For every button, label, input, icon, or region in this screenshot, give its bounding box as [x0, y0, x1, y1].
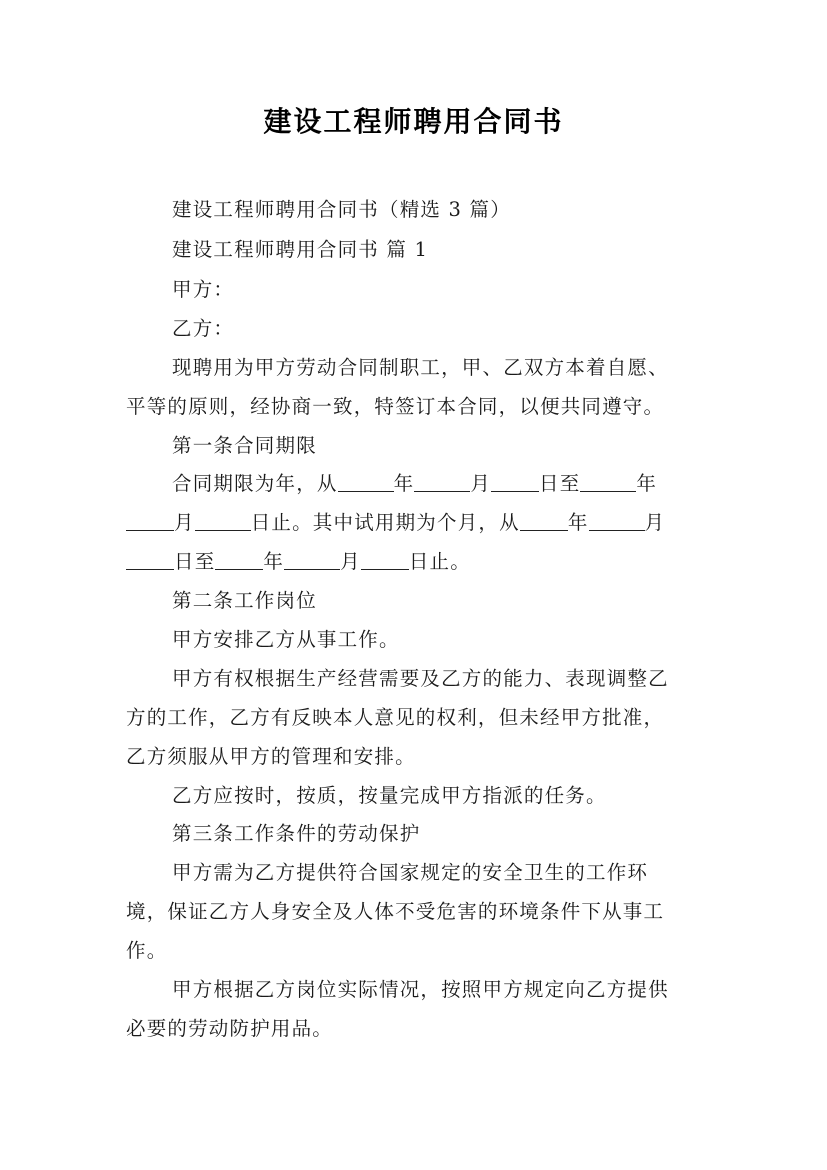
fill-in-blank: [589, 513, 645, 531]
text-run: 年: [263, 550, 285, 573]
text-run: 日至: [174, 550, 216, 573]
paragraph-line: 乙方应按时，按质，按量完成甲方指派的任务。: [172, 784, 607, 807]
article-heading: 第二条工作岗位: [172, 589, 317, 612]
paragraph-line: 平等的原则，经协商一致，特签订本合同，以便共同遵守。: [126, 395, 665, 418]
text-run: 年: [393, 472, 415, 495]
paragraph-line: 必要的劳动防护用品。: [126, 1017, 334, 1040]
paragraph-line: [126, 511, 665, 535]
section-heading: 建设工程师聘用合同书 篇 1: [172, 238, 429, 261]
party-a-label: 甲方：: [172, 278, 235, 301]
paragraph-line: [126, 550, 471, 574]
paragraph-line: 甲方需为乙方提供符合国家规定的安全卫生的工作环: [172, 861, 649, 884]
fill-in-blank: [414, 474, 470, 492]
fill-in-blank: [215, 552, 263, 570]
paragraph-line: 作。: [126, 939, 168, 962]
text-run: 日止。: [408, 550, 471, 573]
paragraph-line: 现聘用为甲方劳动合同制职工，甲、乙双方本着自愿、: [172, 356, 669, 379]
paragraph-line: 甲方有权根据生产经营需要及乙方的能力、表现调整乙: [172, 667, 669, 690]
text-run: 日至: [539, 472, 581, 495]
party-b-label: 乙方：: [172, 317, 235, 340]
article-heading: 第一条合同期限: [172, 434, 317, 457]
paragraph-line: 方的工作，乙方有反映本人意见的权利，但未经甲方批准，: [126, 706, 665, 729]
paragraph-line: 甲方根据乙方岗位实际情况，按照甲方规定向乙方提供: [172, 978, 669, 1001]
paragraph-line: [172, 472, 657, 496]
text-run: 日止。其中试用期为个月，从: [250, 511, 520, 534]
fill-in-blank: [491, 474, 539, 492]
text-run: 年: [636, 472, 658, 495]
article-heading: 第三条工作条件的劳动保护: [172, 822, 421, 845]
text-run: 年: [567, 511, 589, 534]
text-run: 月: [340, 550, 361, 573]
fill-in-blank: [361, 552, 409, 570]
fill-in-blank: [284, 552, 340, 570]
fill-in-blank: [338, 474, 394, 492]
fill-in-blank: [195, 513, 251, 531]
paragraph-line: 乙方须服从甲方的管理和安排。: [126, 745, 416, 768]
fill-in-blank: [580, 474, 636, 492]
fill-in-blank: [520, 513, 568, 531]
text-run: 月: [644, 511, 666, 534]
subtitle-line: 建设工程师聘用合同书（精选 3 篇）: [172, 198, 511, 221]
text-run: 月: [174, 511, 195, 534]
document-title: 建设工程师聘用合同书: [263, 105, 564, 138]
paragraph-line: 甲方安排乙方从事工作。: [172, 628, 400, 651]
paragraph-line: 境，保证乙方人身安全及人体不受危害的环境条件下从事工: [126, 900, 665, 923]
text-run: 合同期限为年，从: [172, 472, 338, 495]
fill-in-blank: [126, 552, 174, 570]
fill-in-blank: [126, 513, 174, 531]
text-run: 月: [470, 472, 492, 495]
